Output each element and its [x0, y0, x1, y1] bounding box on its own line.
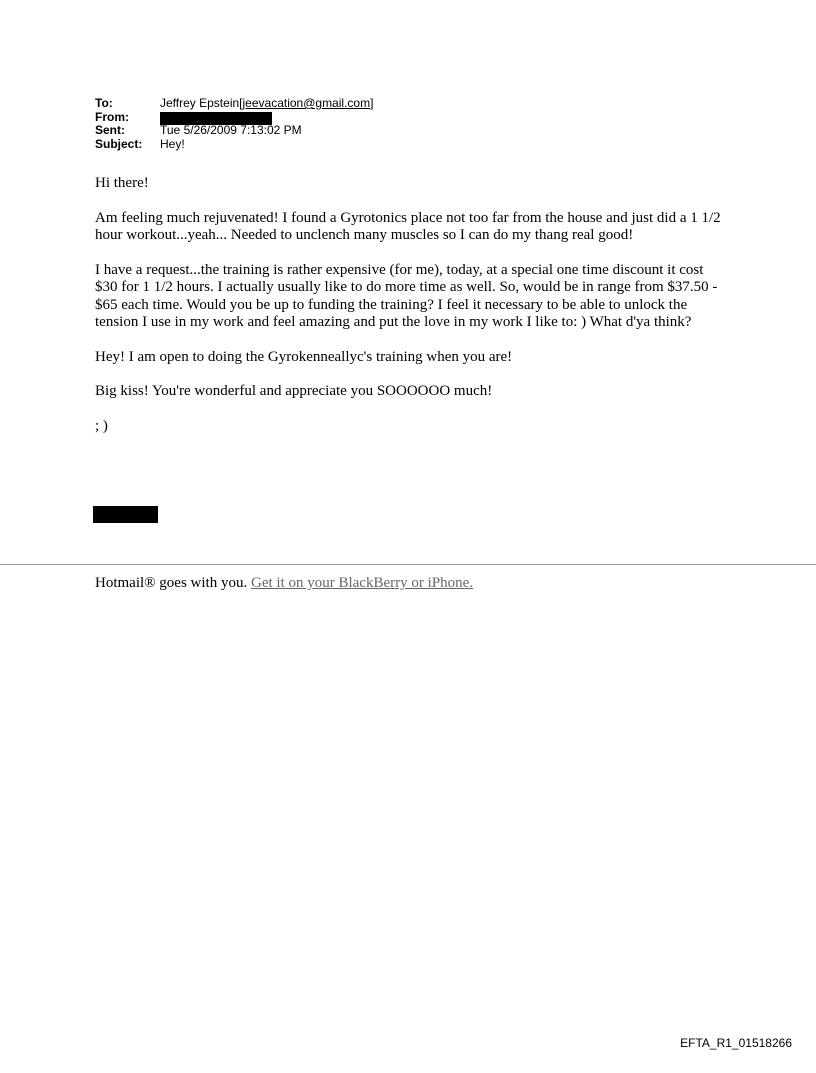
document-id: EFTA_R1_01518266 [680, 1036, 792, 1050]
email-body [95, 175, 725, 452]
sent-label: Sent: [95, 123, 125, 137]
to-close: ] [370, 96, 374, 110]
to-name: Jeffrey Epstein[ [160, 96, 243, 110]
body-paragraph: Big kiss! You're wonderful and appreciate you SOOOOOO much! [95, 383, 493, 399]
subject-value: Hey! [160, 136, 185, 151]
from-label: From: [95, 109, 129, 124]
sent-value: Tue 5/26/2009 7:13:02 PM [160, 123, 302, 137]
body-paragraph: Am feeling much rejuvenated! I found a Gyrotonics place not too far from the house and just did a 1 1/2 hour workout...yeah... Needed to unclench many muscles so I can do my thang real good! [95, 209, 721, 243]
body-paragraph: Hey! I am open to doing the Gyrokenneallyc's training when you are! [95, 348, 513, 365]
footer-link[interactable]: Get it on your BlackBerry or iPhone. [250, 575, 474, 591]
to-label: To: [95, 96, 113, 110]
to-email[interactable]: jeevacation@gmail.com [242, 96, 371, 110]
to-value [160, 97, 373, 111]
hotmail-footer [95, 575, 473, 592]
body-paragraph: I have a request...the training is rather expensive (for me), today, at a special one time discount it cost $30 for 1 1/2 hours. I actually usually like to do more time as well. So, would be in range from $37.50 - $65 each time. Would you be up to funding the training? I feel it necessary to be able to unlock the tension I use in my work and feel amazing and put the love in my work I like to: ) What d'ya think? [95, 261, 718, 330]
subject-label: Subject: [95, 136, 143, 151]
emoticon: ; ) [95, 417, 108, 434]
greeting: Hi there! [95, 175, 149, 191]
signature-redaction [93, 506, 158, 523]
footer-text: Hotmail® goes with you. [95, 575, 251, 591]
footer-divider [0, 564, 816, 565]
